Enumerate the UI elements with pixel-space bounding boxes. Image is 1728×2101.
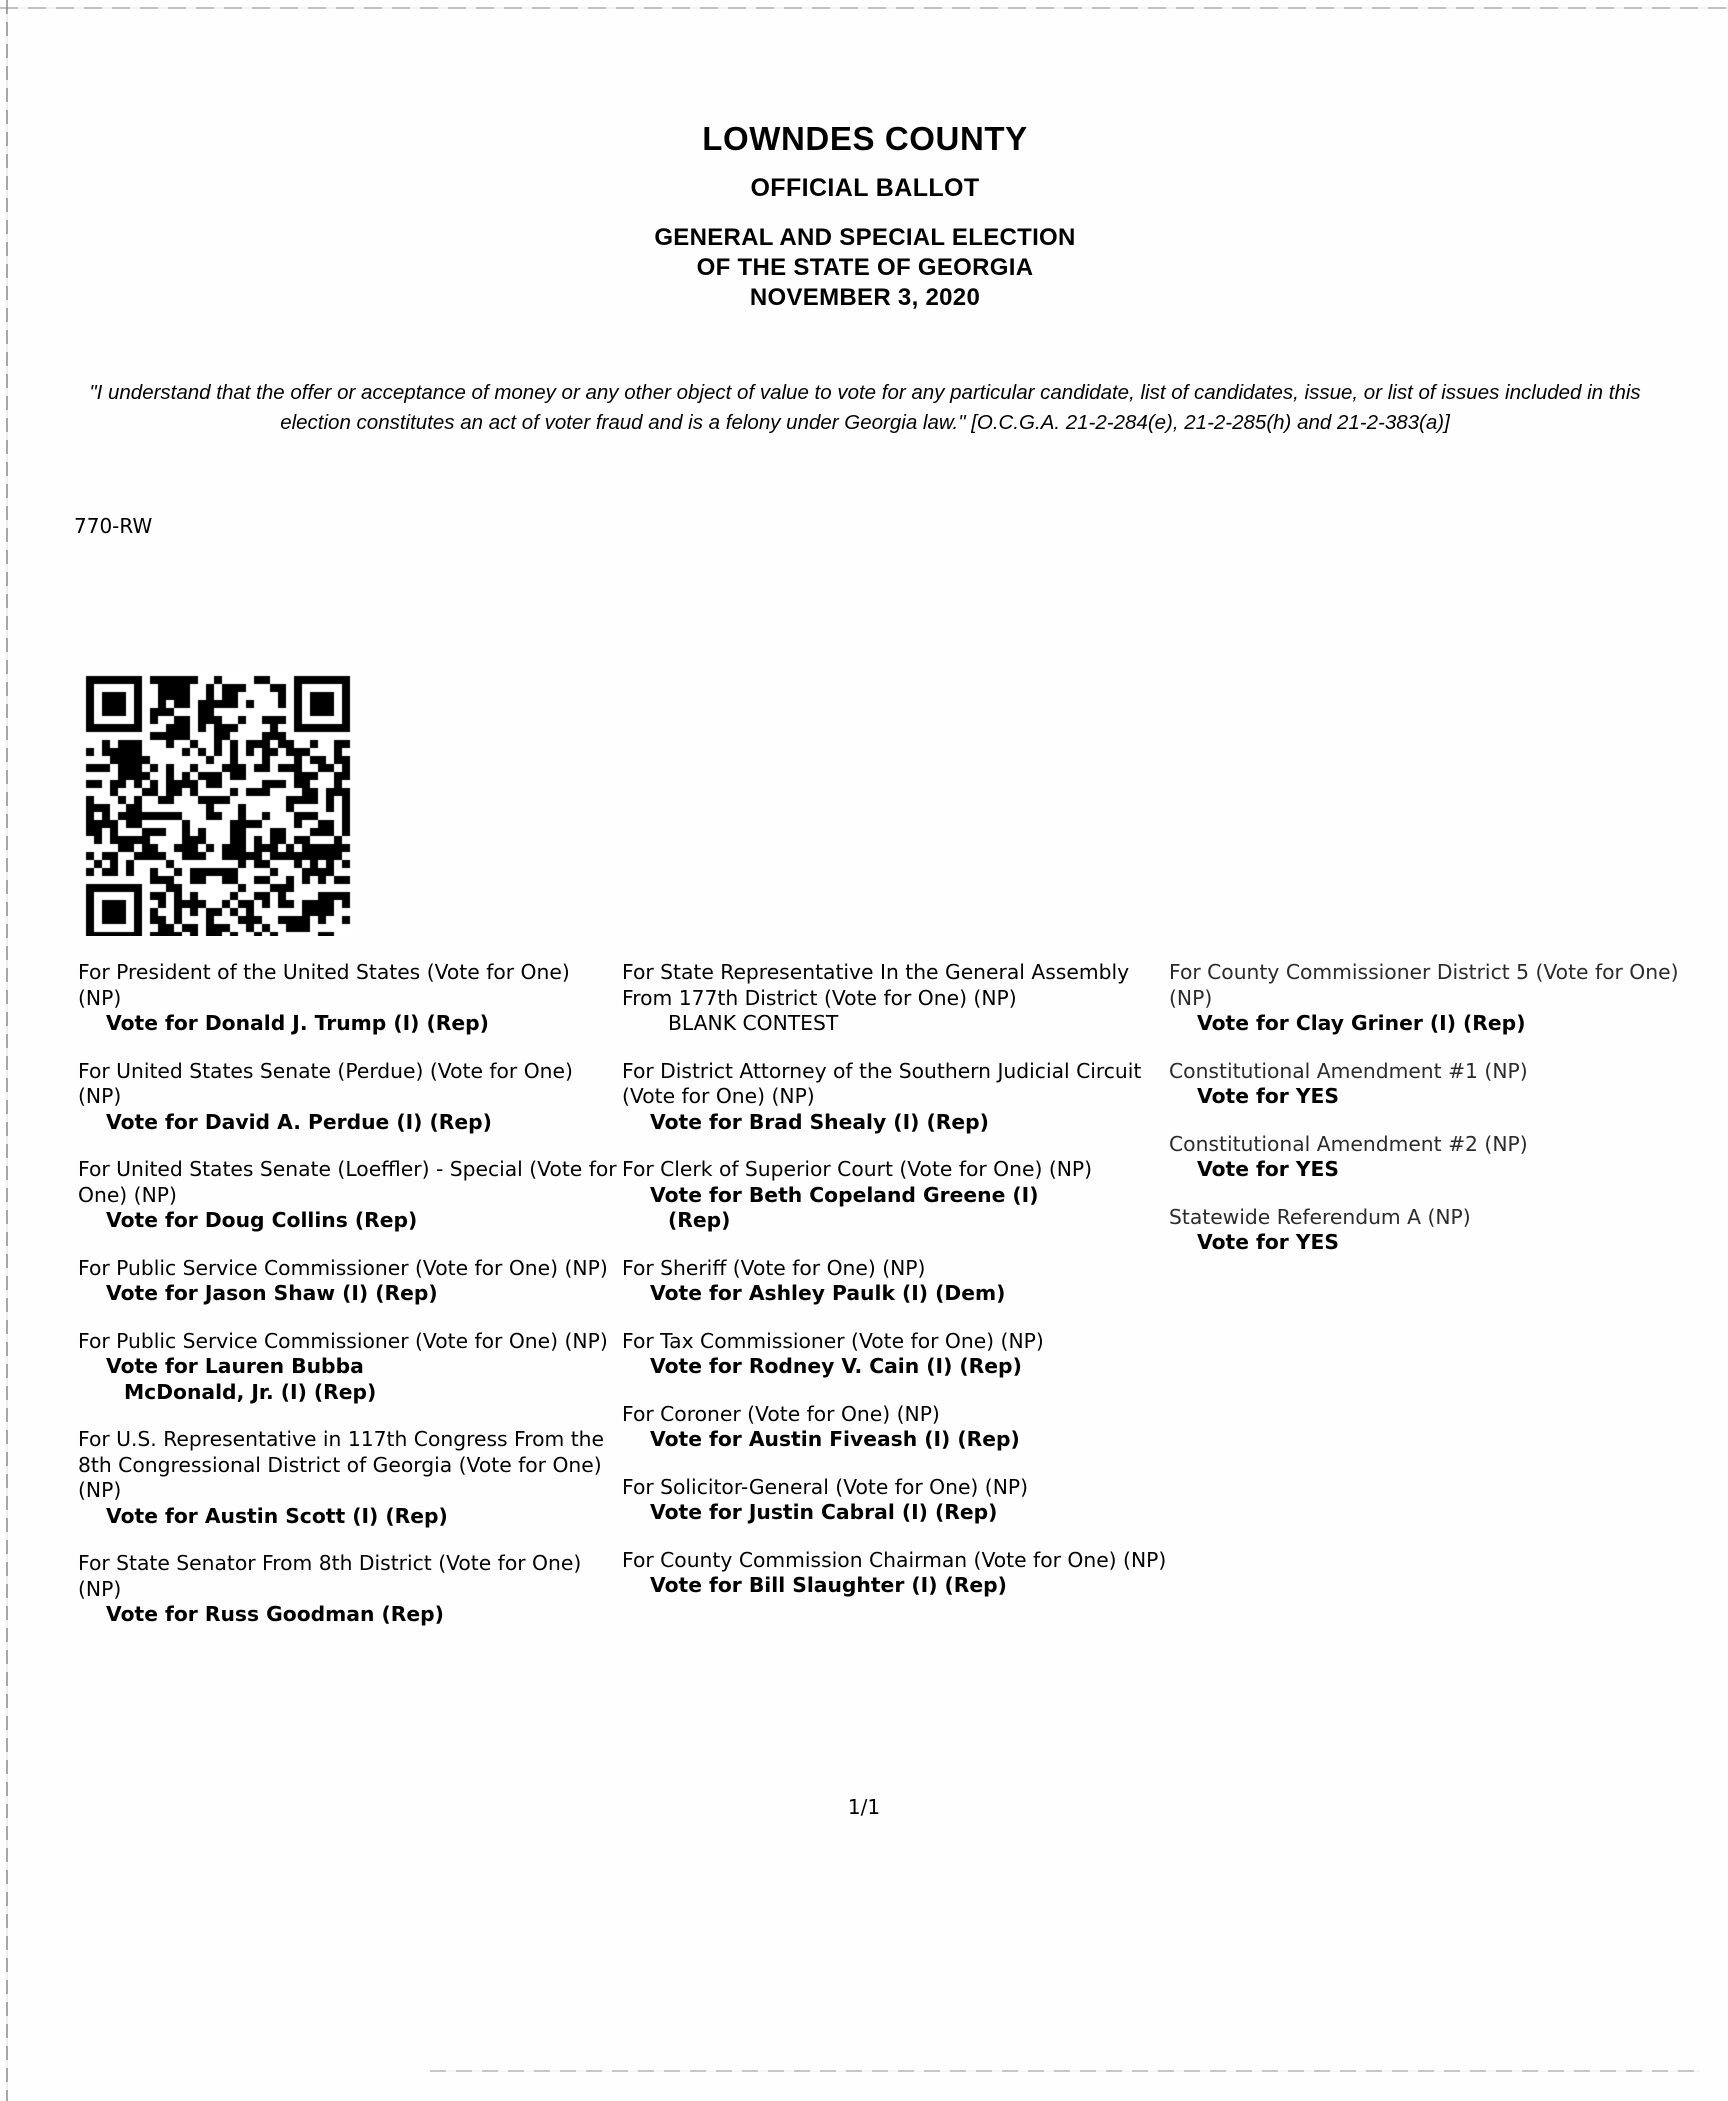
contest-title: For Clerk of Superior Court (Vote for One) (NP) [622, 1157, 1093, 1181]
contest-choice: Vote for Russ Goodman (Rep) [106, 1602, 444, 1626]
contest [78, 1157, 618, 1234]
election-title [70, 223, 1660, 313]
election-date: NOVEMBER 3, 2020 [749, 284, 981, 311]
contest [622, 1475, 1167, 1526]
qr-code [82, 672, 354, 936]
contest-title: For U.S. Representative in 117th Congress From the 8th Congressional District of Georgia (Vote for One) (NP) [78, 1427, 605, 1502]
contest [622, 960, 1167, 1037]
election-title-line-2: OF THE STATE OF GEORGIA [696, 254, 1034, 281]
contest-choice: Vote for Rodney V. Cain (I) (Rep) [650, 1354, 1022, 1378]
official-ballot-title: OFFICIAL BALLOT [750, 174, 980, 202]
contest-choice: Vote for YES [1197, 1157, 1339, 1181]
contest-title: For State Senator From 8th District (Vote for One) (NP) [78, 1551, 582, 1601]
contest-choice: Vote for Brad Shealy (I) (Rep) [650, 1109, 989, 1134]
contest [622, 1256, 1167, 1307]
ballot-header [70, 120, 1660, 313]
contest-choice: Vote for Austin Fiveash (I) (Rep) [650, 1427, 1020, 1451]
contest-column-3 [1169, 960, 1689, 1278]
contest [78, 960, 618, 1037]
scan-edge-bottom [430, 2070, 1700, 2072]
contest-choice: (Rep) [668, 1208, 731, 1232]
contest [1169, 1205, 1689, 1256]
scan-edge-top [0, 7, 1728, 9]
blank-contest-label: BLANK CONTEST [668, 1011, 839, 1035]
contest [1169, 1132, 1689, 1183]
contest-choice: Vote for Austin Scott (I) (Rep) [106, 1503, 448, 1528]
contest-title: For Public Service Commissioner (Vote for One) (NP) [78, 1328, 608, 1353]
contest [1169, 1059, 1689, 1110]
contest-choice: Vote for Jason Shaw (I) (Rep) [106, 1281, 438, 1305]
page-number: 1/1 [847, 1795, 881, 1819]
contest-choice: Vote for Doug Collins (Rep) [106, 1208, 418, 1232]
contest-choice: Vote for YES [1197, 1084, 1339, 1108]
contest [78, 1059, 618, 1136]
contest-title: Constitutional Amendment #2 (NP) [1169, 1131, 1528, 1156]
contest [622, 1402, 1167, 1453]
contest-choice: Vote for Clay Griner (I) (Rep) [1197, 1011, 1526, 1035]
contest [78, 1256, 618, 1307]
contest-title: For County Commission Chairman (Vote for One) (NP) [622, 1547, 1167, 1572]
contest-title: For President of the United States (Vote for One) (NP) [78, 960, 570, 1010]
contest-choice: Vote for Donald J. Trump (I) (Rep) [106, 1011, 489, 1035]
contest-choice: Vote for Bill Slaughter (I) (Rep) [650, 1573, 1007, 1597]
contest-title: For Public Service Commissioner (Vote for One) (NP) [78, 1255, 608, 1280]
contest-title: For Coroner (Vote for One) (NP) [622, 1401, 940, 1426]
contest-choice: Vote for Justin Cabral (I) (Rep) [650, 1500, 998, 1524]
county-title: LOWNDES COUNTY [702, 120, 1028, 157]
contest-choice: McDonald, Jr. (I) (Rep) [124, 1379, 377, 1404]
contest-choice: Vote for YES [1197, 1230, 1339, 1254]
contest-title: For State Representative In the General Assembly From 177th District (Vote for One) (NP) [622, 960, 1130, 1010]
contest-title: For Solicitor-General (Vote for One) (NP) [622, 1474, 1029, 1499]
contest [1169, 960, 1689, 1037]
contest [78, 1551, 618, 1628]
contest-title: For District Attorney of the Southern Judicial Circuit (Vote for One) (NP) [622, 1058, 1142, 1108]
contest-title: For Tax Commissioner (Vote for One) (NP) [622, 1328, 1044, 1353]
contest-column-2 [622, 960, 1167, 1621]
election-title-line-1: GENERAL AND SPECIAL ELECTION [654, 224, 1076, 251]
contest-title: For United States Senate (Perdue) (Vote for One) (NP) [78, 1058, 573, 1108]
contest [622, 1157, 1167, 1234]
contest-title: For Sheriff (Vote for One) (NP) [622, 1255, 926, 1280]
voter-fraud-oath: "I understand that the offer or acceptance of money or any other object of value to vote for any particular candidate, list of candidates, issue, or list of issues included in this election constitutes an act of voter fraud and is a felony under Georgia law." [O.C.G.A. 21-2-284(e), 21-2-285(h) and 21-2-383(a)] [89, 381, 1641, 434]
contest-title: Statewide Referendum A (NP) [1169, 1204, 1471, 1229]
contest-title: Constitutional Amendment #1 (NP) [1169, 1058, 1528, 1083]
scan-edge-left [6, 0, 8, 2101]
contest-choice: Vote for Lauren Bubba [106, 1354, 364, 1378]
ballot-style-code: 770-RW [74, 514, 153, 538]
contest [78, 1427, 618, 1529]
contest [622, 1329, 1167, 1380]
contest [78, 1329, 618, 1406]
contest [622, 1548, 1167, 1599]
contest-choice: Vote for Ashley Paulk (I) (Dem) [650, 1281, 1006, 1305]
contest-column-1 [78, 960, 618, 1650]
contest-title: For County Commissioner District 5 (Vote for One) (NP) [1169, 960, 1679, 1010]
contest-title: For United States Senate (Loeffler) - Special (Vote for One) (NP) [78, 1157, 617, 1207]
contest [622, 1059, 1167, 1136]
contest-choice: Vote for David A. Perdue (I) (Rep) [106, 1109, 492, 1134]
contest-choice: Vote for Beth Copeland Greene (I) [650, 1182, 1039, 1207]
